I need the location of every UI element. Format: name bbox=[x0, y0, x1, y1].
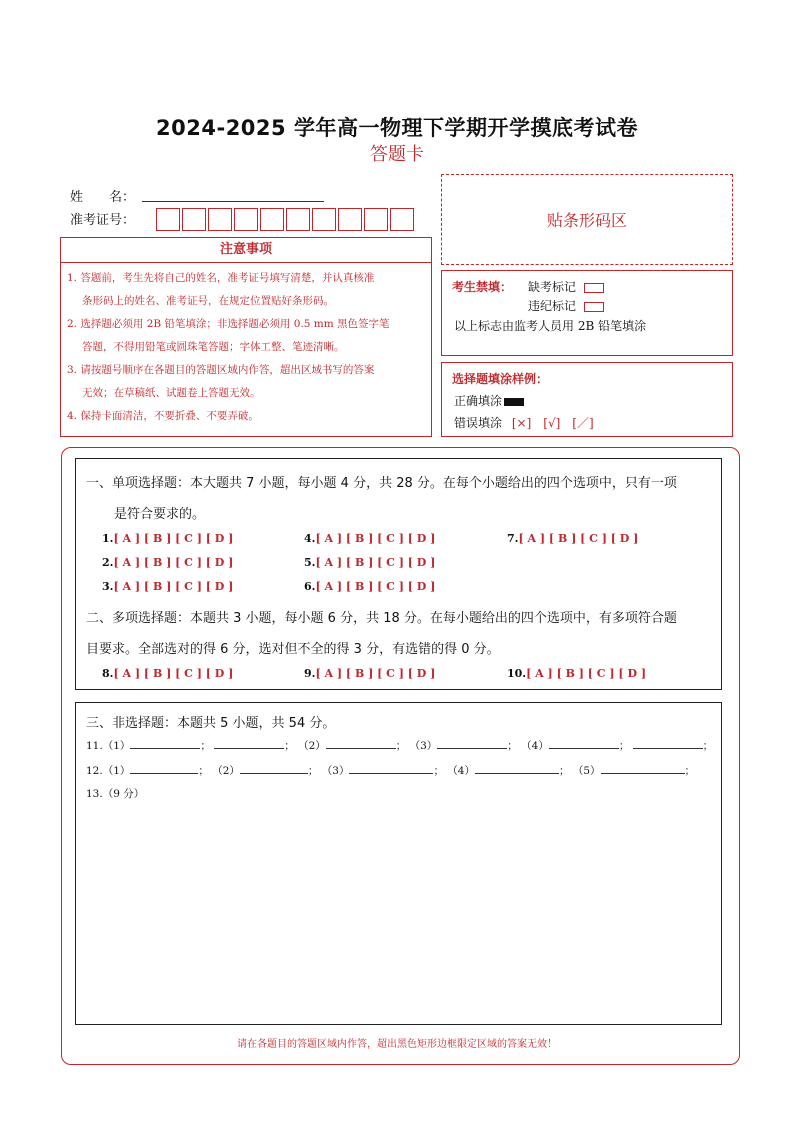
answer-blank[interactable] bbox=[214, 738, 284, 749]
answer-blank[interactable] bbox=[240, 763, 308, 774]
notice-item-3-cont: 无效；在草稿纸、试题卷上答题无效。 bbox=[82, 387, 261, 399]
notice-item-3: 3. 请按题号顺序在各题目的答题区域内作答，超出区域书写的答案 bbox=[67, 364, 375, 376]
page-title: 2024-2025 学年高一物理下学期开学摸底考试卷 bbox=[156, 116, 638, 140]
question-3[interactable]: 3.[ A ] [ B ] [ C ] [ D ] bbox=[102, 580, 234, 593]
question-11-row: 11.（1） ； ； （2） ； （3） ； （4） ； ； bbox=[86, 740, 714, 752]
sample-box bbox=[441, 362, 733, 437]
barcode-label: 贴条形码区 bbox=[546, 211, 627, 230]
exam-id-box[interactable] bbox=[156, 208, 180, 231]
answer-blank[interactable] bbox=[326, 738, 396, 749]
question-2[interactable]: 2.[ A ] [ B ] [ C ] [ D ] bbox=[102, 556, 234, 569]
answer-blank[interactable] bbox=[601, 763, 685, 774]
section3-heading: 三、非选择题：本题共 5 小题，共 54 分。 bbox=[86, 716, 336, 731]
section1-heading: 一、单项选择题：本大题共 7 小题，每小题 4 分，共 28 分。在每个小题给出的四个选项中，只有一项 bbox=[86, 476, 677, 491]
question-12-row: 12.（1） ； （2） ； （3） ； （4） ； （5） ； bbox=[86, 765, 696, 777]
exam-id-box[interactable] bbox=[286, 208, 310, 231]
notice-item-2-cont: 答题，不得用铅笔或圆珠笔答题；字体工整、笔迹清晰。 bbox=[82, 341, 345, 353]
section1-heading-cont: 是符合要求的。 bbox=[114, 507, 206, 522]
name-label: 姓 名： bbox=[70, 190, 136, 205]
section2-heading-cont: 目要求。全部选对的得 6 分，选对但不全的得 3 分，有选错的得 0 分。 bbox=[86, 642, 500, 657]
violation-mark-label: 违纪标记 bbox=[528, 299, 577, 313]
answer-blank[interactable] bbox=[475, 763, 559, 774]
question-1[interactable]: 1.[ A ] [ B ] [ C ] [ D ] bbox=[102, 532, 234, 545]
forbid-box bbox=[441, 270, 733, 356]
exam-id-label: 准考证号： bbox=[70, 213, 136, 228]
non-choice-section-box bbox=[75, 702, 722, 1025]
answer-blank[interactable] bbox=[549, 738, 619, 749]
notice-item-4: 4. 保持卡面清洁，不要折叠、不要弄破。 bbox=[67, 410, 259, 422]
forbid-label: 考生禁填： bbox=[452, 280, 513, 294]
notice-item-1: 1. 答题前，考生先将自己的姓名，准考证号填写清楚，并认真核准 bbox=[67, 272, 375, 284]
barcode-area bbox=[441, 174, 733, 265]
choice-section-box bbox=[75, 458, 722, 690]
exam-id-box[interactable] bbox=[338, 208, 362, 231]
footer-warning: 请在各题目的答题区域内作答，超出黑色矩形边框限定区域的答案无效！ bbox=[237, 1039, 557, 1050]
name-field[interactable] bbox=[142, 201, 324, 202]
exam-id-box[interactable] bbox=[312, 208, 336, 231]
absent-mark-oval[interactable] bbox=[584, 283, 604, 293]
question-13-label: 13.（9 分） bbox=[86, 788, 145, 800]
question-13-answer-area[interactable] bbox=[86, 803, 711, 1018]
question-7[interactable]: 7.[ A ] [ B ] [ C ] [ D ] bbox=[507, 532, 639, 545]
correct-fill-mark bbox=[504, 398, 524, 406]
exam-id-box[interactable] bbox=[364, 208, 388, 231]
notice-box bbox=[60, 237, 432, 437]
sample-label: 选择题填涂样例： bbox=[452, 372, 549, 386]
question-9[interactable]: 9.[ A ] [ B ] [ C ] [ D ] bbox=[304, 667, 436, 680]
question-8[interactable]: 8.[ A ] [ B ] [ C ] [ D ] bbox=[102, 667, 234, 680]
notice-heading: 注意事项 bbox=[61, 238, 431, 263]
answer-blank[interactable] bbox=[130, 763, 198, 774]
wrong-fill-label: 错误填涂 bbox=[454, 416, 503, 430]
absent-mark-label: 缺考标记 bbox=[528, 280, 577, 294]
violation-mark-oval[interactable] bbox=[584, 302, 604, 312]
correct-fill-label: 正确填涂 bbox=[454, 394, 503, 408]
question-6[interactable]: 6.[ A ] [ B ] [ C ] [ D ] bbox=[304, 580, 436, 593]
answer-blank[interactable] bbox=[349, 763, 433, 774]
notice-item-1-cont: 条形码上的姓名、准考证号，在规定位置贴好条形码。 bbox=[82, 295, 334, 307]
exam-id-box[interactable] bbox=[208, 208, 232, 231]
forbid-note: 以上标志由监考人员用 2B 铅笔填涂 bbox=[454, 319, 647, 333]
answer-blank[interactable] bbox=[633, 738, 703, 749]
answer-blank[interactable] bbox=[130, 738, 200, 749]
question-4[interactable]: 4.[ A ] [ B ] [ C ] [ D ] bbox=[304, 532, 436, 545]
notice-item-2: 2. 选择题必须用 2B 铅笔填涂；非选择题必须用 0.5 mm 黑色签字笔 bbox=[67, 318, 390, 330]
exam-id-box[interactable] bbox=[234, 208, 258, 231]
wrong-fill-marks: [×] [√] [／] bbox=[511, 416, 594, 430]
exam-id-box[interactable] bbox=[182, 208, 206, 231]
page-subtitle: 答题卡 bbox=[370, 144, 424, 165]
exam-id-box[interactable] bbox=[390, 208, 414, 231]
exam-id-boxes[interactable] bbox=[156, 208, 416, 231]
section2-heading: 二、多项选择题：本题共 3 小题，每小题 6 分，共 18 分。在每小题给出的四个选项中，有多项符合题 bbox=[86, 611, 677, 626]
answer-blank[interactable] bbox=[437, 738, 507, 749]
question-10[interactable]: 10.[ A ] [ B ] [ C ] [ D ] bbox=[507, 667, 647, 680]
question-5[interactable]: 5.[ A ] [ B ] [ C ] [ D ] bbox=[304, 556, 436, 569]
exam-id-box[interactable] bbox=[260, 208, 284, 231]
